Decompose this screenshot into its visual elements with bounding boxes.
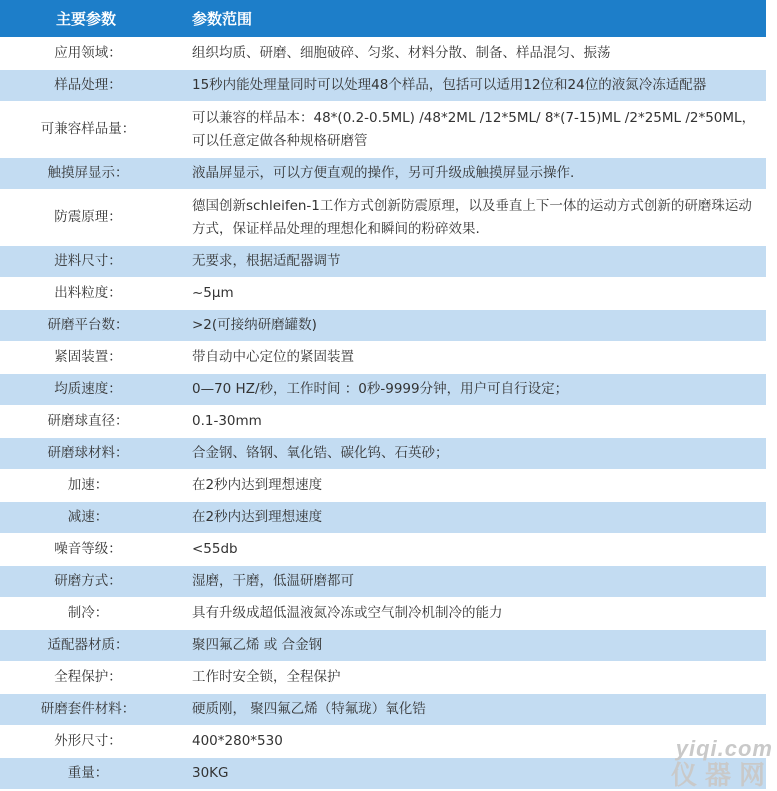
row-value: 400*280*530	[176, 726, 766, 758]
row-key: 适配器材质：	[0, 630, 176, 662]
table-row	[0, 70, 766, 102]
row-value: 0.1-30mm	[176, 406, 766, 438]
row-key: 应用领域：	[0, 38, 176, 70]
watermark-domain: yiqi.com	[675, 736, 773, 761]
header-range: 参数范围	[176, 0, 766, 38]
row-value: 可以兼容的样品本：48*(0.2-0.5ML) /48*2ML /12*5ML/ 8*(7-15)ML /2*25ML /2*50ML，可以任意定做各种规格研磨管	[176, 102, 766, 158]
table-row	[0, 470, 766, 502]
table-row	[0, 598, 766, 630]
table-row	[0, 102, 766, 158]
row-value: 液晶屏显示，可以方便直观的操作，另可升级成触摸屏显示操作.	[176, 158, 766, 190]
row-key: 触摸屏显示：	[0, 158, 176, 190]
row-key: 均质速度：	[0, 374, 176, 406]
row-value: 无要求，根据适配器调节	[176, 246, 766, 278]
table-row	[0, 278, 766, 310]
row-key: 研磨方式：	[0, 566, 176, 598]
row-value: 聚四氟乙烯 或 合金钢	[176, 630, 766, 662]
row-key: 重量：	[0, 758, 176, 790]
row-key: 研磨球直径：	[0, 406, 176, 438]
header-param: 主要参数	[0, 0, 176, 38]
row-key: 全程保护：	[0, 662, 176, 694]
table-row	[0, 310, 766, 342]
row-value: <55db	[176, 534, 766, 566]
row-key: 防震原理：	[0, 190, 176, 246]
row-key: 研磨套件材料：	[0, 694, 176, 726]
row-key: 出料粒度：	[0, 278, 176, 310]
row-value: 德国创新schleifen-1工作方式创新防震原理，以及垂直上下一体的运动方式创新的研磨珠运动方式，保证样品处理的理想化和瞬间的粉碎效果.	[176, 190, 766, 246]
row-value: 硬质刚， 聚四氟乙烯（特氟珑）氧化锆	[176, 694, 766, 726]
row-value: 15秒内能处理量同时可以处理48个样品，包括可以适用12位和24位的液氮冷冻适配器	[176, 70, 766, 102]
row-key: 制冷：	[0, 598, 176, 630]
row-key: 加速：	[0, 470, 176, 502]
table-row	[0, 342, 766, 374]
row-value: 在2秒内达到理想速度	[176, 502, 766, 534]
row-key: 样品处理：	[0, 70, 176, 102]
row-value: 湿磨，干磨，低温研磨都可	[176, 566, 766, 598]
row-value: 具有升级成超低温液氮冷冻或空气制冷机制冷的能力	[176, 598, 766, 630]
row-key: 进料尺寸：	[0, 246, 176, 278]
table-row	[0, 662, 766, 694]
row-value: 组织均质、研磨、细胞破碎、匀浆、材料分散、制备、样品混匀、振荡	[176, 38, 766, 70]
row-key: 紧固装置：	[0, 342, 176, 374]
row-key: 减速：	[0, 502, 176, 534]
row-key: 可兼容样品量：	[0, 102, 176, 158]
table-row	[0, 566, 766, 598]
row-value: 合金钢、铬钢、氧化锆、碳化钨、石英砂；	[176, 438, 766, 470]
table-header-row	[0, 0, 766, 38]
table-row	[0, 374, 766, 406]
row-value: >2(可接纳研磨罐数)	[176, 310, 766, 342]
watermark-brand: 仪器网	[670, 760, 773, 790]
row-value: ~5μm	[176, 278, 766, 310]
table-row	[0, 158, 766, 190]
row-key: 外形尺寸：	[0, 726, 176, 758]
table-row	[0, 758, 766, 790]
table-row	[0, 38, 766, 70]
table-row	[0, 190, 766, 246]
table-row	[0, 534, 766, 566]
table-row	[0, 246, 766, 278]
row-value: 0—70 HZ/秒，工作时间 ：0秒-9999分钟，用户可自行设定；	[176, 374, 766, 406]
table-row	[0, 726, 766, 758]
table-row	[0, 502, 766, 534]
row-value: 在2秒内达到理想速度	[176, 470, 766, 502]
table-row	[0, 694, 766, 726]
row-key: 研磨球材料：	[0, 438, 176, 470]
row-value: 工作时安全锁，全程保护	[176, 662, 766, 694]
table-row	[0, 438, 766, 470]
row-value: 带自动中心定位的紧固装置	[176, 342, 766, 374]
row-key: 噪音等级：	[0, 534, 176, 566]
table-row	[0, 630, 766, 662]
row-key: 研磨平台数：	[0, 310, 176, 342]
row-value: 30KG	[176, 758, 766, 790]
table-row	[0, 406, 766, 438]
